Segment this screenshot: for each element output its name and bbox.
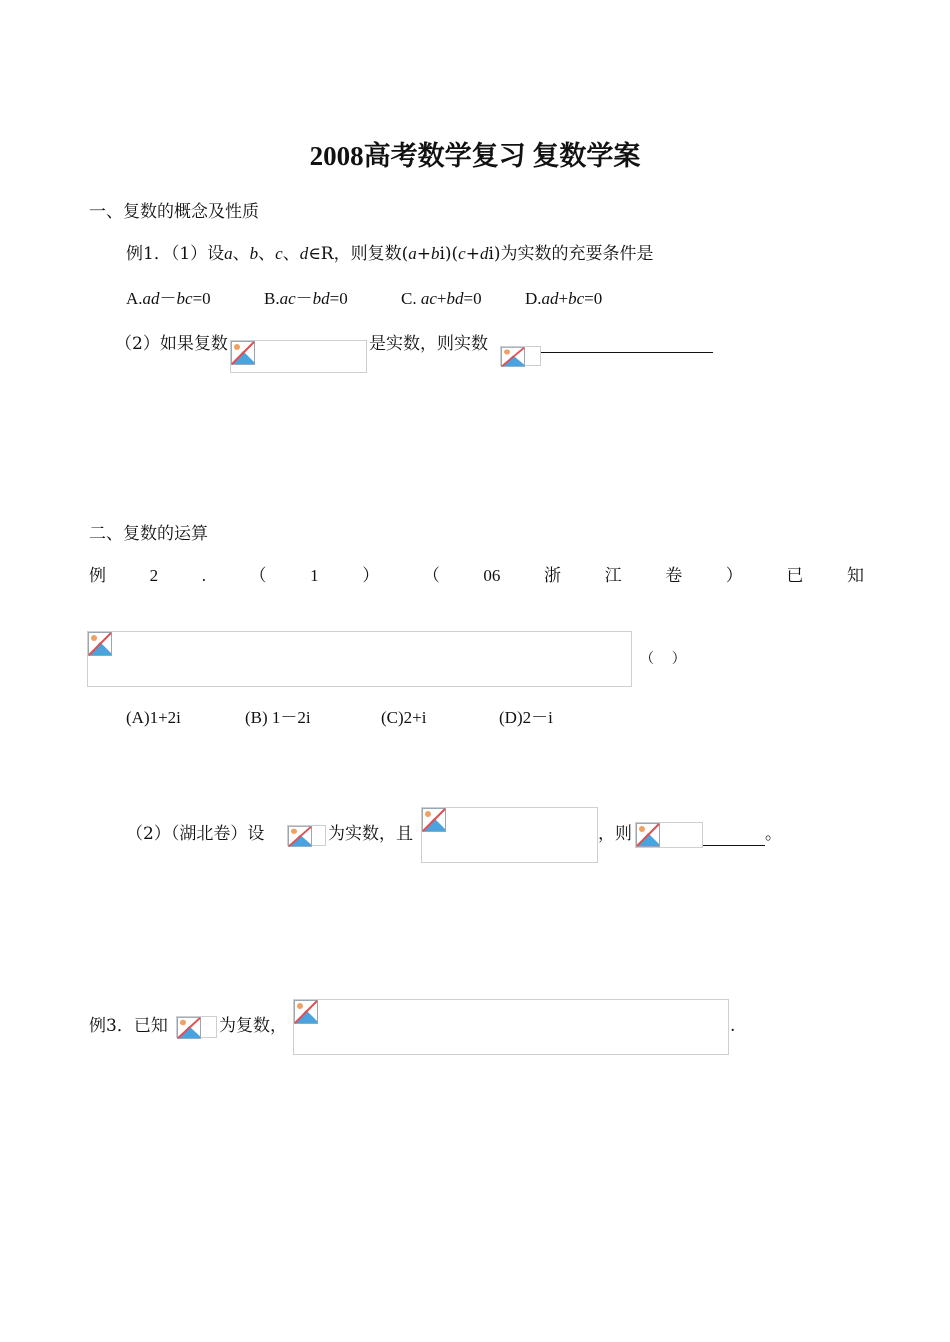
- example2-question2-text1: （2）（湖北卷）设: [126, 824, 265, 844]
- formula-image-placeholder: [87, 631, 632, 687]
- formula-image-placeholder: [293, 999, 729, 1055]
- broken-image-icon: [288, 826, 312, 847]
- example1-question2-text1: （2）如果复数: [115, 334, 228, 354]
- answer-blank[interactable]: [703, 845, 765, 846]
- section-heading-operations: 二、复数的运算: [89, 524, 208, 544]
- formula-image-placeholder: [635, 822, 703, 848]
- variable-image-placeholder: [287, 825, 326, 846]
- broken-image-icon: [177, 1017, 201, 1039]
- broken-image-icon: [88, 632, 112, 656]
- example1-question2-text2: 是实数，则实数: [369, 334, 488, 354]
- variable-image-placeholder: [500, 346, 541, 366]
- option-d: (D)2－i: [499, 708, 553, 727]
- formula-image-placeholder: [230, 340, 367, 373]
- example1-question1: 例1．（1）设a、b、c、d∈R，则复数(a+bi)(c+di)为实数的充要条件是: [126, 244, 654, 264]
- broken-image-icon: [422, 808, 446, 832]
- broken-image-icon: [231, 341, 255, 365]
- example2-question2-text3: ，则: [598, 824, 632, 844]
- option-c: C. ac+bd=0: [401, 289, 482, 308]
- answer-parentheses: （ ）: [640, 651, 686, 667]
- option-a: (A)1+2i: [126, 708, 181, 727]
- broken-image-icon: [501, 347, 525, 367]
- example2-question2-text2: 为实数，且: [328, 824, 413, 844]
- broken-image-icon: [294, 1000, 318, 1024]
- formula-image-placeholder: [421, 807, 598, 863]
- option-b: (B) 1－2i: [245, 708, 311, 727]
- option-b: B.ac－bd=0: [264, 289, 348, 308]
- option-d: D.ad+bc=0: [525, 289, 603, 308]
- example3-text2: 为复数，: [219, 1016, 287, 1036]
- example3-text3: .: [730, 1016, 736, 1036]
- option-c: (C)2+i: [381, 708, 427, 727]
- example2-question1: 例 2 . （ 1 ） （ 06 浙 江 卷 ） 已 知: [89, 566, 864, 586]
- example2-question2-text4: 。: [765, 824, 782, 844]
- example3-text1: 例3．已知: [89, 1016, 168, 1036]
- answer-blank[interactable]: [541, 352, 713, 353]
- page-title: 2008高考数学复习 复数学案: [309, 141, 641, 171]
- section-heading-concepts: 一、复数的概念及性质: [89, 202, 259, 222]
- broken-image-icon: [636, 823, 660, 847]
- option-a: A.ad－bc=0: [126, 289, 211, 308]
- variable-image-placeholder: [176, 1016, 217, 1038]
